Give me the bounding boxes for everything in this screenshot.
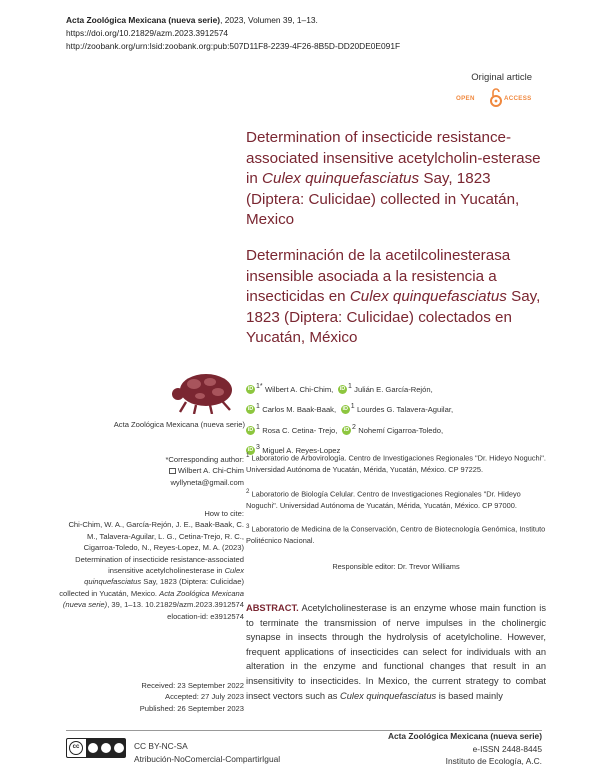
open-access-right-label: ACCESS xyxy=(504,95,532,102)
affiliation-text: Laboratorio de Medicina de la Conservación, Centro de Biotecnología Genómica, Instituto Politécnico Nacional. xyxy=(246,524,546,545)
open-access-left-label: OPEN xyxy=(456,95,475,102)
title-spanish xyxy=(246,246,542,349)
beetle-logo-icon xyxy=(166,368,242,414)
affiliation-1 xyxy=(246,450,546,475)
orcid-icon[interactable]: iD xyxy=(247,386,254,393)
title-en-species: Culex quinquefasciatus xyxy=(262,170,420,188)
orcid-icon[interactable]: iD xyxy=(339,386,346,393)
affiliation-number: 1 xyxy=(246,452,250,459)
author-line-1 xyxy=(246,378,546,398)
publisher-journal: Acta Zoológica Mexicana (nueva serie) xyxy=(387,731,542,741)
title-es-text: Determinación de la acetilcolinesterasa insensible asociada a la resistencia a insecticidas en xyxy=(246,247,511,306)
author-line-2 xyxy=(246,398,546,418)
author-sup: 2 xyxy=(352,423,356,431)
affiliation-number: 3 xyxy=(246,523,250,530)
journal-header xyxy=(66,14,546,53)
nc-icon xyxy=(101,743,111,753)
affiliation-3 xyxy=(246,521,546,546)
author-name: Nohemí Cigarroa-Toledo, xyxy=(358,425,444,435)
citation-part: Chi-Chim, W. A., García-Rejón, J. E., Baak-Baak, C. M., Talavera-Aguilar, L. G., Cetina-Trejo, R. C., Cigarroa-Toledo, N., Reyes-Lopez, M. A. (2023) Determination of insecticide resistance-associated insensitive acetylcholinesterase in xyxy=(68,520,244,576)
affiliation-text: Laboratorio de Biología Celular. Centro de Investigaciones Regionales "Dr. Hideyo Noguchi". Universidad Autónoma de Yucatán, Mérida, Yucatán, México. CP 97000. xyxy=(246,489,521,510)
citation-volume: , 2023, Volumen 39, 1–13. xyxy=(220,15,318,25)
publisher-institute: Instituto de Ecología, A.C. xyxy=(445,756,542,766)
citation-part: Say, 1823 (Diptera: Culicidae) collected in Yucatán, Mexico. xyxy=(59,577,244,598)
logo-caption: Acta Zoológica Mexicana (nueva serie) xyxy=(113,420,245,429)
cc-license-badge[interactable] xyxy=(66,738,126,758)
how-to-cite-label: How to cite: xyxy=(204,509,244,518)
date-received: Received: 23 September 2022 xyxy=(141,681,244,690)
orcid-icon[interactable]: iD xyxy=(342,406,348,413)
doi-link[interactable]: https://doi.org/10.21829/azm.2023.3912574 xyxy=(66,28,229,38)
title-es-text-end: Say, 1823 (Diptera: Culicidae) colectados en Yucatán, México xyxy=(246,288,541,347)
date-accepted: Accepted: 27 July 2023 xyxy=(165,692,244,702)
zoobank-link[interactable]: http://zoobank.org/urn:lsid:zoobank.org:pub:507D11F8-2239-4F26-8B5D-DD20DE0E091F xyxy=(66,41,401,51)
journal-citation-line xyxy=(66,14,546,27)
author-sup: 1 xyxy=(256,403,260,411)
how-to-cite xyxy=(58,508,244,622)
abstract-label: ABSTRACT. xyxy=(246,603,299,613)
article-dates xyxy=(58,680,244,714)
orcid-icon[interactable]: iD xyxy=(343,426,350,433)
date-published: Published: 26 September 2023 xyxy=(139,703,244,713)
abstract-text-end: is based mainly xyxy=(436,690,503,701)
affiliation-2 xyxy=(246,486,546,511)
corresponding-email[interactable]: wyllyneta@gmail.com xyxy=(170,477,244,487)
author-name: Carlos M. Baak-Baak, xyxy=(262,405,337,415)
license-description: Atribución-NoComercial-CompartirIgual xyxy=(134,753,281,764)
article-type: Original article xyxy=(471,72,532,83)
affiliation-number: 2 xyxy=(246,488,250,495)
by-icon xyxy=(88,743,98,753)
corresponding-author xyxy=(58,454,244,488)
author-sup: 1 xyxy=(256,423,260,431)
corresponding-label: *Corresponding author: xyxy=(165,455,244,464)
sa-icon xyxy=(114,743,124,753)
elocation-id: elocation-id: e3912574 xyxy=(167,611,244,621)
open-access-badge xyxy=(456,88,536,110)
publisher-info xyxy=(330,730,542,768)
license-text xyxy=(134,740,280,765)
author-sup: 3 xyxy=(256,443,260,451)
orcid-icon[interactable]: iD xyxy=(247,446,254,453)
license-code: CC BY-NC-SA xyxy=(134,741,188,751)
author-name: Julián E. García-Rejón, xyxy=(354,384,433,394)
cc-terms-block xyxy=(86,739,125,757)
abstract-species: Culex quinquefasciatus xyxy=(340,690,437,701)
citation-journal: Acta Zoológica Mexicana (nueva serie) xyxy=(62,588,244,610)
author-sup: 1 xyxy=(347,383,352,390)
author-name: Wilbert A. Chi-Chim, xyxy=(264,384,334,394)
abstract-text: Acetylcholinesterase is an enzyme whose main function is to terminate the transmission of nerve impulses in the cholinergic synapse in insects through the hydrolysis of acetylcholine. However, frequent applications of insecticides can select for individuals with an alteration in the enzyme and functional changes that result in an insensitivity to insecticides. In Mexico, the current strategy to combat insect vectors such as xyxy=(246,603,546,701)
author-sup: 1 xyxy=(350,403,355,411)
citation-species: Culex quinquefasciatus xyxy=(84,566,244,587)
corresponding-name: Wilbert A. Chi-Chim xyxy=(177,466,244,476)
author-name: Miguel A. Reyes-Lopez xyxy=(262,445,341,455)
title-en-text: Determination of insecticide resistance-associated insensitive acetylcholin-esterase in xyxy=(246,129,541,188)
envelope-icon xyxy=(169,468,176,474)
title-en-text-end: Say, 1823 (Diptera: Culicidae) collected in Yucatán, Mexico xyxy=(246,170,520,229)
citation-text xyxy=(58,519,244,610)
corresponding-name-line xyxy=(58,465,244,476)
author-name: Lourdes G. Talavera-Aguilar, xyxy=(356,405,454,415)
author-sup: 1* xyxy=(256,383,263,390)
title-es-species: Culex quinquefasciatus xyxy=(349,288,507,306)
author-list xyxy=(246,378,546,459)
responsible-editor: Responsible editor: Dr. Trevor Williams xyxy=(332,562,460,571)
publisher-issn: e-ISSN 2448-8445 xyxy=(472,743,542,754)
title-english xyxy=(246,128,542,231)
author-line-3 xyxy=(246,419,546,439)
author-name: Rosa C. Cetina- Trejo, xyxy=(262,425,338,435)
orcid-icon[interactable]: iD xyxy=(247,426,254,433)
open-access-lock-icon xyxy=(490,88,502,108)
abstract xyxy=(246,601,546,703)
cc-logo-icon: cc xyxy=(69,741,83,755)
journal-name: Acta Zoológica Mexicana (nueva serie) xyxy=(66,15,221,25)
citation-doi[interactable]: , 39, 1–13. 10.21829/azm.2023.3912574 xyxy=(107,600,244,610)
affiliation-text: Laboratorio de Arbovirología. Centro de Investigaciones Regionales "Dr. Hideyo Noguchi". Universidad Autónoma de Yucatán, Mérida, Yucatán, México. CP 97225. xyxy=(246,453,546,474)
orcid-icon[interactable]: iD xyxy=(247,406,254,413)
